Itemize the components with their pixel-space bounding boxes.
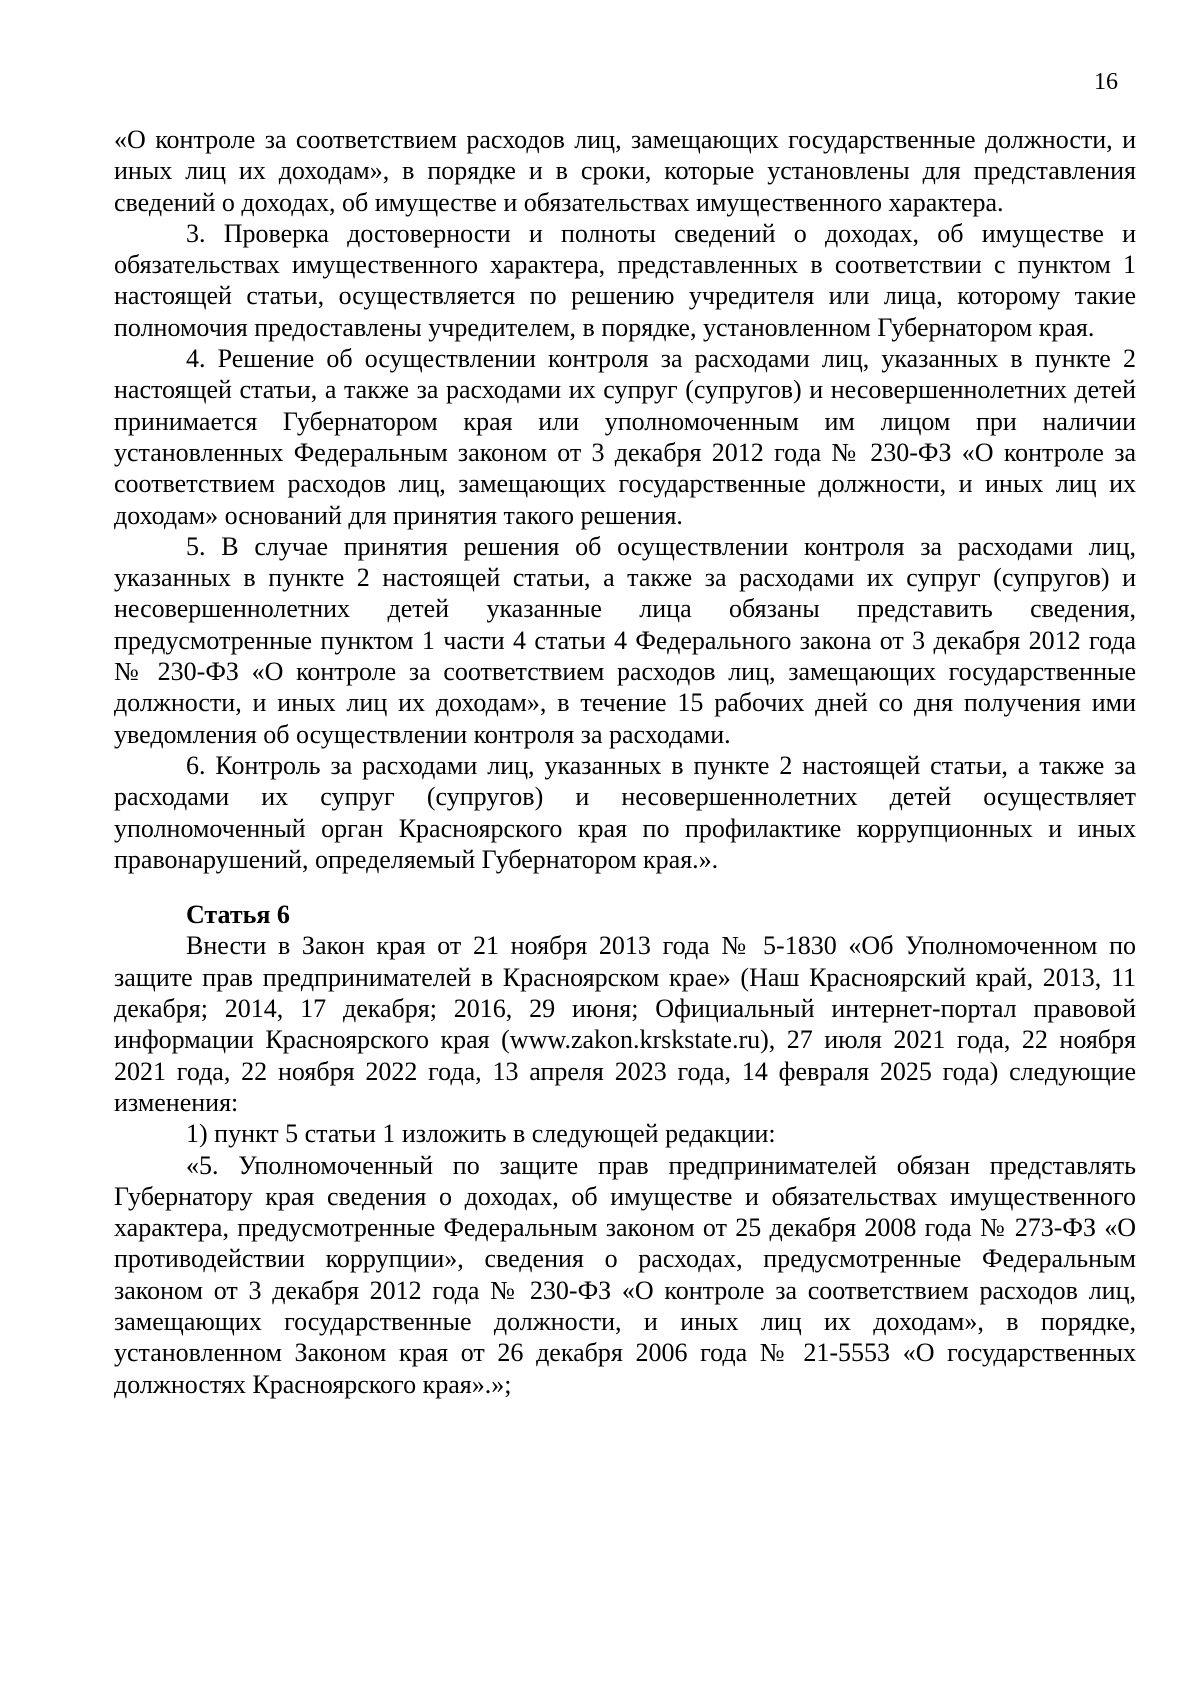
document-body [114,124,1136,1400]
paragraph-item-5: 5. В случае принятия решения об осуществлении контроля за расходами лиц, указанных в пункте 2 настоящей статьи, а также за расходами их супруг (супругов) и несовершеннолетних детей указанные лица обязаны представить сведения, предусмотренные пунктом 1 части 4 статьи 4 Федерального закона от 3 декабря 2012 года № 230-ФЗ «О контроле за соответствием расходов лиц, замещающих государственные должности, и иных лиц их доходам», в течение 15 рабочих дней со дня получения ими уведомления об осуществлении контроля за расходами. [114,531,1136,749]
paragraph-amendment-point-1: 1) пункт 5 статьи 1 изложить в следующей редакции: [186,1119,776,1149]
paragraph-amendment-text: «5. Уполномоченный по защите прав предпринимателей обязан представлять Губернатору края сведения о доходах, об имуществе и обязательствах имущественного характера, предусмотренные Федеральным законом от 25 декабря 2008 года № 273-ФЗ «О противодействии коррупции», сведения о расходах, предусмотренные Федеральным законом от 3 декабря 2012 года № 230-ФЗ «О контроле за соответствием расходов лиц, замещающих государственные должности, и иных лиц их доходам», в порядке, установленном Законом края от 26 декабря 2006 года № 21-5553 «О государственных должностях Красноярского края».»; [114,1150,1136,1399]
article-heading: Статья 6 [186,900,290,930]
paragraph-continuation: «О контроле за соответствием расходов лиц, замещающих государственные должности, и иных лиц их доходам», в порядке и в сроки, которые установлены для представления сведений о доходах, об имуществе и обязательствах имущественного характера. [114,125,1136,217]
paragraph-item-3: 3. Проверка достоверности и полноты сведений о доходах, об имуществе и обязательствах имущественного характера, представленных в соответствии с пунктом 1 настоящей статьи, осуществляется по решению учредителя или лица, которому такие полномочия предоставлены учредителем, в порядке, установленном Губернатором края. [114,218,1136,342]
paragraph-item-4: 4. Решение об осуществлении контроля за расходами лиц, указанных в пункте 2 настоящей статьи, а также за расходами их супруг (супругов) и несовершеннолетних детей принимается Губернатором края или уполномоченным им лицом при наличии установленных Федеральным законом от 3 декабря 2012 года № 230-ФЗ «О контроле за соответствием расходов лиц, замещающих государственные должности, и иных лиц их доходам» оснований для принятия такого решения. [114,344,1136,530]
paragraph-amendment-intro: Внести в Закон края от 21 ноября 2013 года № 5-1830 «Об Уполномоченном по защите прав предпринимателей в Красноярском крае» (Наш Красноярский край, 2013, 11 декабря; 2014, 17 декабря; 2016, 29 июня; Официальный интернет-портал правовой информации Красноярского края (www.zakon.krskstate.ru), 27 июля 2021 года, 22 ноября 2021 года, 22 ноября 2022 года, 13 апреля 2023 года, 14 февраля 2025 года) следующие изменения: [114,931,1136,1117]
page-number: 16 [1094,69,1118,95]
paragraph-item-6: 6. Контроль за расходами лиц, указанных в пункте 2 настоящей статьи, а также за расходами их супруг (супругов) и несовершеннолетних детей осуществляет уполномоченный орган Красноярского края по профилактике коррупционных и иных правонарушений, определяемый Губернатором края.». [114,750,1136,874]
